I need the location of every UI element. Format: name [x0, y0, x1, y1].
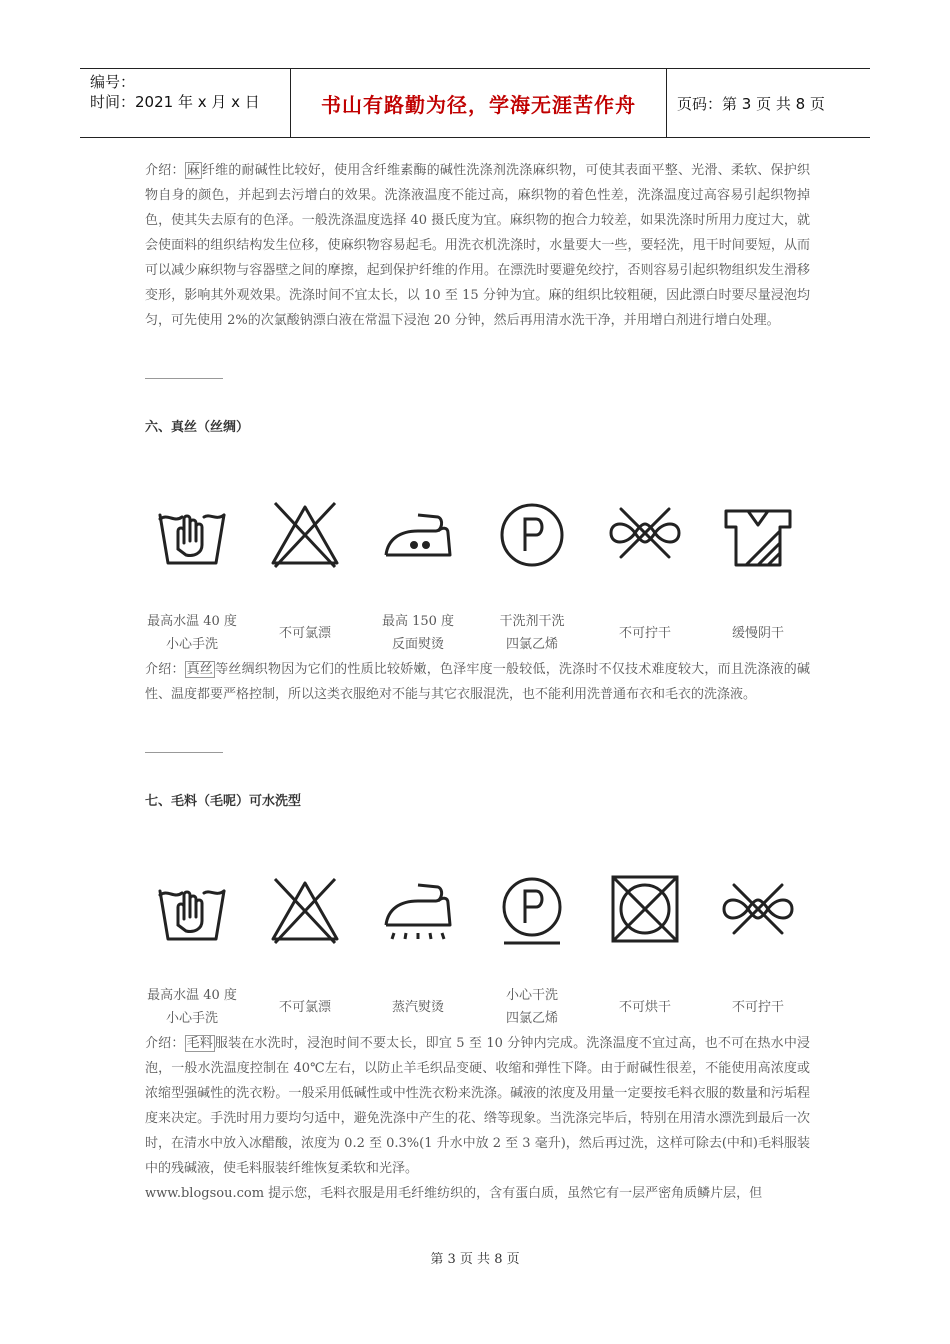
care-label: 缓慢阴干: [731, 625, 784, 641]
linen-intro: [145, 158, 810, 333]
wool-extra-text: www.blogsou.com 提示您，毛料衣服是用毛纤维纺织的，含有蛋白质，虽然它有一层严密角质鳞片层，但: [145, 1186, 763, 1201]
keyword-linen: 麻: [186, 163, 200, 178]
silk-care-labels: [145, 608, 810, 658]
care-label: 不可拧干: [618, 625, 671, 641]
no-bleach-icon: [265, 866, 345, 952]
intro-prefix: 介绍：: [145, 1036, 185, 1051]
care-label: 蒸汽熨烫: [391, 999, 444, 1015]
care-label: 不可拧干: [731, 999, 784, 1015]
care-label: 不可烘干: [618, 999, 671, 1015]
care-label: 最高 150 度 反面熨烫: [381, 614, 455, 652]
silk-care-icons: [145, 490, 810, 580]
no-bleach-icon: [265, 490, 345, 576]
care-label: 不可氯漂: [278, 999, 331, 1015]
page-footer: 第 3 页 共 8 页: [430, 1252, 520, 1267]
header-meta: [80, 69, 290, 137]
date-label: 时间：2021 年 x 月 x 日: [90, 93, 260, 111]
care-label: 最高水温 40 度 小心手洗: [147, 988, 237, 1026]
keyword-silk: 真丝: [186, 662, 214, 677]
iron-150-icon: [378, 490, 458, 576]
wool-intro: [145, 1031, 810, 1206]
gentle-dry-clean-p-icon: [492, 866, 572, 952]
section-title-silk: 六、真丝（丝绸）: [145, 420, 250, 435]
section-divider: [145, 378, 223, 379]
wool-text: 服装在水洗时，浸泡时间不要太长，即宜 5 至 10 分钟内完成。洗涤温度不宜过高，也不可在热水中浸泡，一般水洗温度控制在 40℃左右，以防止羊毛织品变硬、收缩和弹性下降。由于耐碱性很差，不能使用高浓度或浓缩型强碱性的洗衣粉。一般采用低碱性或中性洗衣粉来洗涤。碱液的浓度及用量一定要按毛料衣服的数量和污垢程度来决定。手洗时用力要均匀适中，避免洗涤中产生的花、绺等现象。当洗涤完毕后，特别在用清水漂洗到最后一次时，在清水中放入冰醋酸，浓度为 0.2 至 0.3%(1 升水中放 2 至 3 毫升)，然后再过洗，这样可除去(中和)毛料服装中的残碱液，使毛料服装纤维恢复柔软和光泽。: [145, 1036, 810, 1176]
care-label: 小心干洗 四氯乙烯: [505, 988, 558, 1026]
section-title-wool: 七、毛料（毛呢）可水洗型: [145, 794, 302, 809]
number-label: 编号：: [90, 73, 136, 91]
no-wring-icon: [718, 866, 798, 952]
no-wring-icon: [605, 490, 685, 576]
hand-wash-40-icon: [152, 866, 232, 952]
no-tumble-dry-icon: [605, 866, 685, 952]
silk-text: 等丝绸织物因为它们的性质比较娇嫩，色泽牢度一般较低，洗涤时不仅技术难度较大，而且洗涤液的碱性、温度都要严格控制，所以这类衣服绝对不能与其它衣服混洗，也不能利用洗普通布衣和毛衣的洗涤液。: [145, 662, 810, 702]
dry-flat-shade-icon: [718, 490, 798, 576]
intro-prefix: 介绍：: [145, 662, 185, 677]
dry-clean-p-icon: [492, 490, 572, 576]
wool-care-icons: [145, 866, 810, 956]
silk-intro: [145, 657, 810, 707]
header-page-info: 页码：第 3 页 共 8 页: [677, 94, 825, 113]
steam-iron-icon: [378, 866, 458, 952]
intro-prefix: 介绍：: [145, 163, 185, 178]
header-motto: 书山有路勤为径，学海无涯苦作舟: [290, 69, 667, 137]
document-header: [80, 68, 870, 138]
wool-care-labels: [145, 982, 810, 1032]
keyword-wool: 毛料: [186, 1036, 213, 1051]
care-label: 干洗剂干洗 四氯乙烯: [499, 614, 565, 652]
care-label: 最高水温 40 度 小心手洗: [147, 614, 237, 652]
linen-text: 纤维的耐碱性比较好，使用含纤维素酶的碱性洗涤剂洗涤麻织物，可使其表面平整、光滑、柔软、保护织物自身的颜色，并起到去污增白的效果。洗涤液温度不能过高，麻织物的着色性差，洗涤温度过高容易引起织物掉色，使其失去原有的色泽。一般洗涤温度选择 40 摄氏度为宜。麻织物的抱合力较差，如果洗涤时所用力度过大，就会使面料的组织结构发生位移，使麻织物容易起毛。用洗衣机洗涤时，水量要大一些，要轻洗，甩干时间要短，从而可以减少麻织物与容器壁之间的摩擦，起到保护纤维的作用。在漂洗时要避免绞拧，否则容易引起织物组织发生滑移变形，影响其外观效果。洗涤时间不宜太长，以 10 至 15 分钟为宜。麻的组织比较粗硬，因此漂白时要尽量浸泡均匀，可先使用 2%的次氯酸钠漂白液在常温下浸泡 20 分钟，然后再用清水洗干净，并用增白剂进行增白处理。: [145, 163, 810, 328]
care-label: 不可氯漂: [278, 625, 331, 641]
section-divider: [145, 752, 223, 753]
hand-wash-40-icon: [152, 490, 232, 576]
